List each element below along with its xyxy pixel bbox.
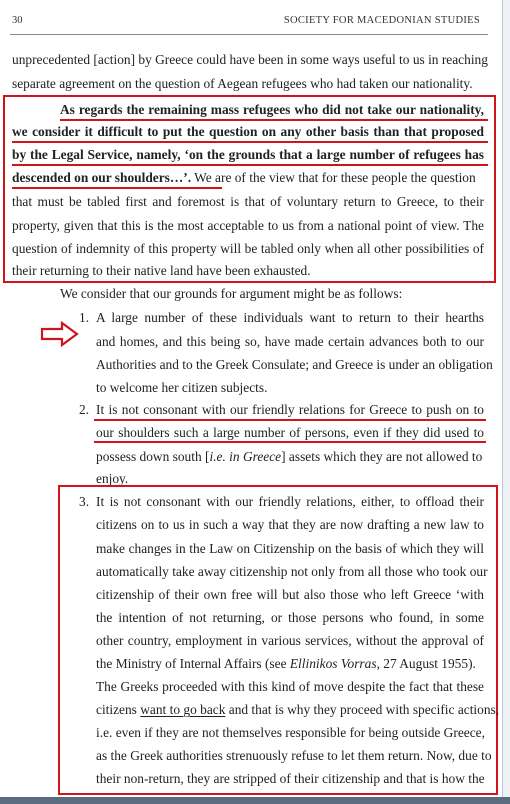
red-underline	[94, 419, 486, 421]
bold-line: we consider it difficult to put the question on any other basis than that proposed	[12, 124, 484, 139]
mixed-line	[12, 170, 476, 186]
list-line: their non-return, they are stripped of their citizenship and that is how the	[96, 771, 485, 786]
body-line: that must be tabled first and foremost is that of voluntary return to Greece, to their	[12, 194, 484, 209]
body-line: property, given that this is the most acceptable to us from a national point of view. The	[12, 218, 484, 233]
list-line	[96, 656, 476, 672]
text-fragment: ] assets which they are not allowed to	[281, 449, 483, 464]
list-line	[96, 702, 499, 718]
list-line: enjoy.	[96, 471, 129, 486]
italic-fragment: Ellinikos Vorras	[289, 656, 377, 671]
text-fragment: , 27 August 1955).	[376, 656, 476, 671]
list-line: as the Greek authorities strenuously refuse to let them return. Now, due to	[96, 748, 492, 763]
red-underline	[12, 141, 488, 143]
text-fragment: citizens	[96, 702, 141, 717]
list-number: 1.	[79, 310, 90, 325]
text-fragment: and that is why they proceed with specific actions,	[225, 702, 500, 717]
body-line: unprecedented [action] by Greece could have been in some ways useful to us in reaching	[12, 52, 488, 67]
page-number: 30	[12, 15, 23, 26]
list-line: the intention of not returning, or those persons who found, in some	[96, 610, 484, 625]
italic-fragment: i.e. in Greece	[209, 449, 282, 464]
list-line: automatically take away citizenship not only from all those who took our	[96, 564, 488, 579]
list-line	[96, 449, 482, 465]
red-underline	[12, 187, 222, 189]
header-rule	[10, 34, 488, 35]
list-line: citizenship of their own free will but also those who left Greece ‘with	[96, 587, 484, 602]
text-fragment: the Ministry of Internal Affairs (see	[96, 656, 290, 671]
body-line: question of indemnity of this property will be tabled only when all other possibilities of	[12, 241, 484, 256]
text-fragment: We are of the view that for these people the question	[191, 170, 476, 185]
list-line: our shoulders such a large number of persons, even if they did used to	[96, 425, 484, 440]
running-head: SOCIETY FOR MACEDONIAN STUDIES	[283, 15, 480, 26]
list-line: Authorities and to the Greek Consulate; and Greece is under an obligation	[96, 357, 493, 372]
list-line: citizens on to us in such a way that they are now drafting a new law to	[96, 517, 484, 532]
list-line: A large number of these individuals want to return to their hearths	[96, 310, 484, 325]
body-line: their returning to their native land have been exhausted.	[12, 263, 311, 278]
list-line: It is not consonant with our friendly relations for Greece to push on to	[96, 402, 484, 417]
bold-fragment: descended on our shoulders…’.	[12, 170, 192, 185]
list-line: It is not consonant with our friendly relations, either, to offload their	[96, 494, 484, 509]
list-line: other country, employment in various services, without the approval of	[96, 633, 484, 648]
body-line: separate agreement on the question of Aegean refugees who had taken our nationality.	[12, 76, 473, 91]
list-line: i.e. even if they are not themselves responsible for being outside Greece,	[96, 725, 485, 740]
body-line: We consider that our grounds for argument might be as follows:	[60, 286, 403, 301]
list-line: The Greeks proceeded with this kind of move despite the fact that these	[96, 679, 484, 694]
list-line: and homes, and this being so, have made certain advances both to our	[96, 334, 484, 349]
bold-line: As regards the remaining mass refugees who did not take our nationality,	[60, 102, 484, 117]
viewer-bottom-bar	[0, 797, 510, 804]
bold-line: by the Legal Service, namely, ‘on the grounds that a large number of refugees has	[12, 147, 484, 162]
text-fragment: possess down south [	[96, 449, 210, 464]
list-number: 3.	[79, 494, 90, 509]
list-line: to welcome her citizen subjects.	[96, 380, 268, 395]
red-underline	[12, 164, 488, 166]
viewer-edge	[502, 0, 510, 797]
list-number: 2.	[79, 402, 90, 417]
underlined-fragment: want to go back	[140, 702, 226, 717]
red-underline	[94, 441, 486, 443]
red-underline	[60, 119, 488, 121]
list-line: make changes in the Law on Citizenship on the basis of which they will	[96, 541, 484, 556]
right-arrow-icon	[40, 321, 80, 347]
